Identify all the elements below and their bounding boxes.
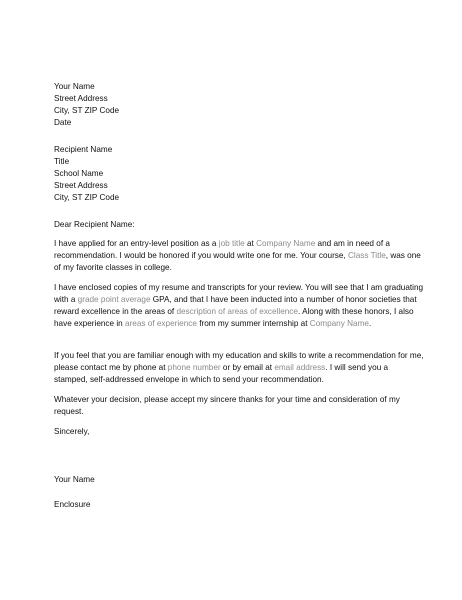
paragraph-2	[54, 282, 424, 330]
letter-date: Date	[54, 118, 72, 127]
sender-city: City, ST ZIP Code	[54, 106, 120, 115]
placeholder-gpa[interactable]: grade point average	[77, 295, 151, 304]
p3-text-1: If you feel that you are familiar enough with my education and skills to write a recommendation for me, please contact me by phone at	[54, 351, 424, 372]
placeholder-job-title[interactable]: job title	[218, 239, 245, 248]
enclosure	[54, 499, 424, 511]
p1-text-3: and am in need of a recommendation. I would be honored if you would write one for me. Your course,	[54, 239, 390, 260]
recipient-school: School Name	[54, 169, 104, 178]
recipient-city: City, ST ZIP Code	[54, 193, 120, 202]
placeholder-phone-number[interactable]: phone number	[167, 363, 221, 372]
p2-text-3: . Along with these honors, I also have experience in	[54, 307, 414, 328]
placeholder-areas-of-experience[interactable]: areas of experience	[125, 319, 197, 328]
p1-text-1: I have applied for an entry-level position as a	[54, 239, 219, 248]
sender-street: Street Address	[54, 94, 108, 103]
sender-name: Your Name	[54, 82, 95, 91]
p1-text-2: at	[244, 239, 257, 248]
closing	[54, 426, 424, 438]
closing-text: Sincerely,	[54, 427, 90, 436]
p3-text-2: or by email at	[220, 363, 275, 372]
p2-text-1: I have enclosed copies of my resume and transcripts for your review. You will see that I am graduating with a	[54, 283, 424, 304]
salutation-text: Dear Recipient Name:	[54, 220, 135, 229]
enclosure-text: Enclosure	[54, 500, 91, 509]
p2-text-4: from my summer internship at	[196, 319, 310, 328]
placeholder-internship-company[interactable]: Company Name	[309, 319, 369, 328]
signature	[54, 474, 424, 486]
p2-text-5: .	[368, 319, 372, 328]
placeholder-areas-of-excellence[interactable]: description of areas of excellence	[176, 307, 298, 316]
p2-text-2: GPA, and that I have been inducted into a number of honor societies that reward excellence in the areas of	[54, 295, 417, 316]
paragraph-4	[54, 394, 424, 418]
paragraph-3	[54, 350, 424, 386]
p4-text: Whatever your decision, please accept my sincere thanks for your time and consideration of my request.	[54, 395, 400, 416]
placeholder-email-address[interactable]: email address	[274, 363, 326, 372]
recipient-name: Recipient Name	[54, 145, 113, 154]
salutation	[54, 219, 424, 231]
placeholder-company-name[interactable]: Company Name	[256, 239, 316, 248]
recipient-street: Street Address	[54, 181, 108, 190]
recipient-address	[54, 144, 424, 204]
paragraph-1	[54, 238, 424, 274]
signature-name: Your Name	[54, 475, 95, 484]
placeholder-class-title[interactable]: Class Title	[348, 251, 386, 260]
p1-text-4: , was one of my favorite classes in college.	[54, 251, 421, 272]
sender-address	[54, 81, 424, 129]
p3-text-3: . I will send you a stamped, self-addressed envelope in which to send your recommendation.	[54, 363, 389, 384]
recipient-title: Title	[54, 157, 70, 166]
